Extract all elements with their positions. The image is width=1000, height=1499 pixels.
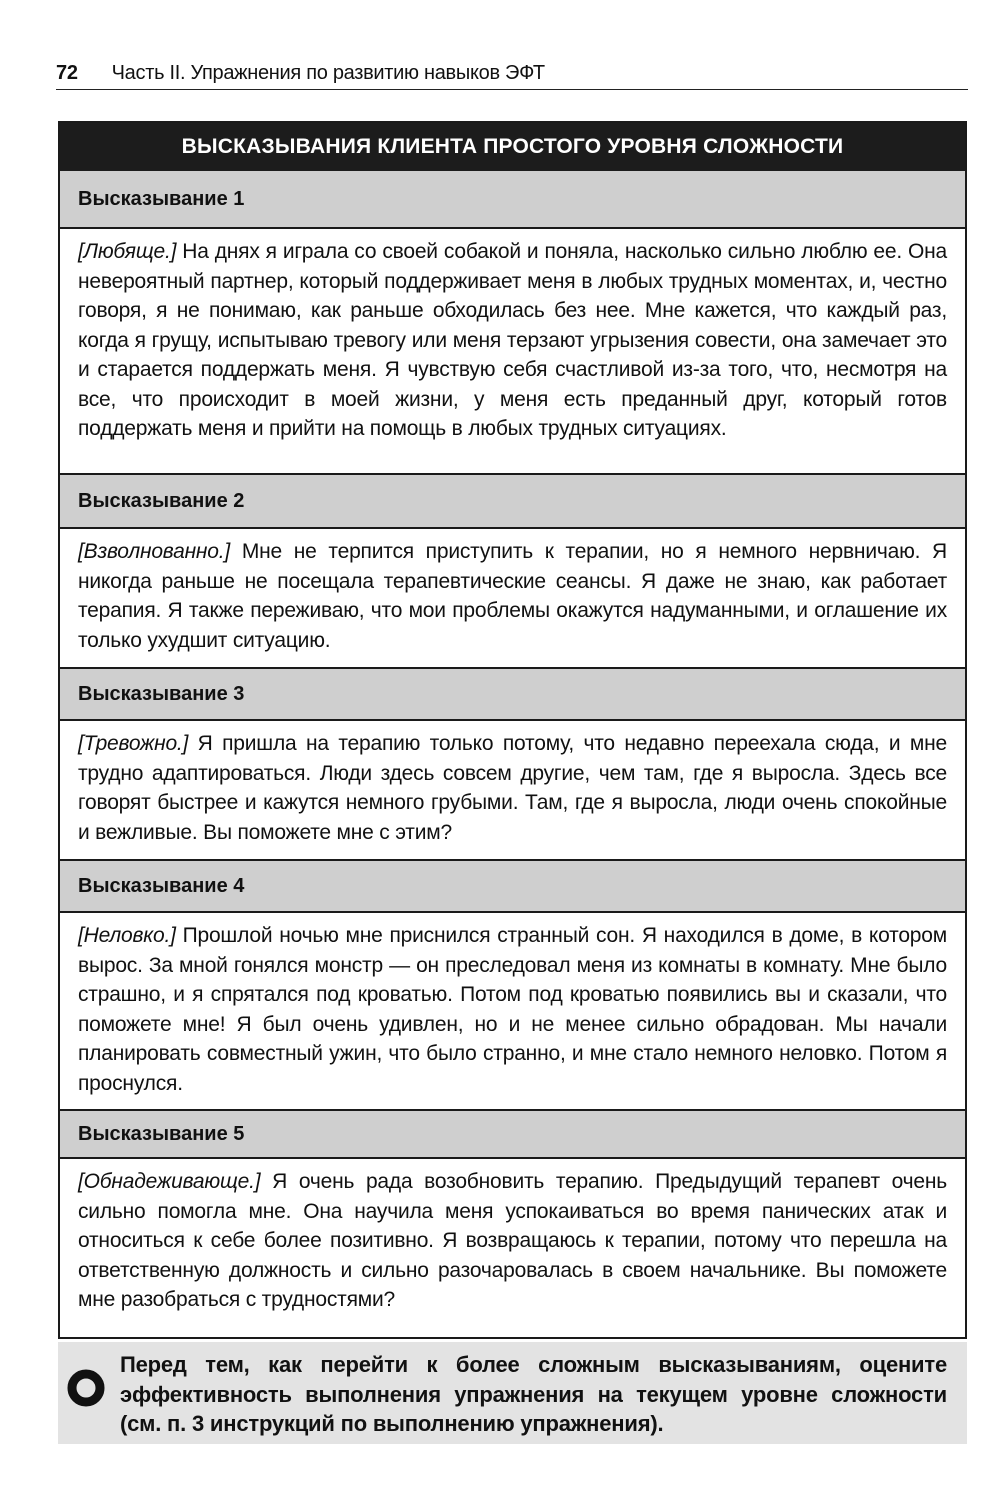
- statement-4-emotion: [Неловко.]: [78, 924, 176, 947]
- statement-5-emotion: [Обнадеживающе.]: [78, 1170, 261, 1193]
- statement-3-header: [60, 667, 965, 721]
- statement-5-label: Высказывание 5: [78, 1122, 245, 1145]
- ring-icon: [66, 1368, 106, 1408]
- statement-3-label: Высказывание 3: [78, 682, 245, 705]
- page-number: 72: [56, 62, 78, 84]
- statement-1-emotion: [Любяще.]: [78, 240, 177, 263]
- note-box: [58, 1342, 967, 1444]
- statement-4-text: Прошлой ночью мне приснился странный сон. Я находился в доме, в котором вырос. За мной гонялся монстр — он преследовал меня из комнаты в комнату. Мне было страшно, и я спрятался под кроватью. Потом под кроватью появились вы и сказали, что поможете мне! Я был очень удивлен, но и не менее сильно обрадован. Мы начали планировать совместный ужин, что было странно, и мне стало немного неловко. Потом я проснулся.: [78, 924, 947, 1095]
- statement-1-text: На днях я играла со своей собакой и поняла, насколько сильно люблю ее. Она невероятный партнер, который поддерживает меня в любых трудных моментах, и, честно говоря, я не понимаю, как раньше обходилась без нее. Мне кажется, что каждый раз, когда я грущу, испытываю тревогу или меня терзают угрызения совести, она замечает это и старается поддержать меня. Я чувствую себя счастливой из-за того, что, несмотря на все, что происходит в моей жизни, у меня есть преданный друг, который готов поддержать меня и прийти на помощь в любых трудных ситуациях.: [78, 240, 947, 440]
- statement-2-header: [60, 473, 965, 529]
- statement-4-body: [60, 913, 965, 1109]
- statement-5-body: [60, 1159, 965, 1337]
- running-head: [56, 58, 968, 90]
- statement-1-header: [60, 171, 965, 229]
- running-title: Часть II. Упражнения по развитию навыков ЭФТ: [111, 62, 545, 84]
- statement-3-emotion: [Тревожно.]: [78, 732, 189, 755]
- statement-4-label: Высказывание 4: [78, 874, 245, 897]
- statement-2-body: [60, 529, 965, 667]
- statement-3-body: [60, 721, 965, 859]
- statement-2-emotion: [Взволнованно.]: [78, 540, 231, 563]
- statement-5-header: [60, 1109, 965, 1159]
- statement-4-header: [60, 859, 965, 913]
- note-text: Перед тем, как перейти к более сложным высказываниям, оцените эффективность выполнения упражнения на текущем уровне сложности (см. п. 3 инструкций по выполнению упражнения).: [120, 1352, 947, 1436]
- statement-2-label: Высказывание 2: [78, 489, 245, 512]
- statement-1-label: Высказывание 1: [78, 187, 245, 210]
- statements-box: [58, 121, 967, 1339]
- statement-2-text: Мне не терпится приступить к терапии, но я немного нервничаю. Я никогда раньше не посещала терапевтические сеансы. Я даже не знаю, как работает терапия. Я также переживаю, что мои проблемы окажутся надуманными, и оглашение их только ухудшит ситуацию.: [78, 540, 947, 652]
- statement-5-text: Я очень рада возобновить терапию. Предыдущий терапевт очень сильно помогла мне. Она научила меня успокаиваться во время панических атак и относиться к себе более позитивно. Я возвращаюсь к терапии, потому что перешла на ответственную должность и сильно разочаровалась в своем начальнике. Вы поможете мне разобраться с трудностями?: [78, 1170, 947, 1311]
- box-title: ВЫСКАЗЫВАНИЯ КЛИЕНТА ПРОСТОГО УРОВНЯ СЛОЖНОСТИ: [60, 123, 965, 171]
- statement-1-body: [60, 229, 965, 473]
- statement-3-text: Я пришла на терапию только потому, что недавно переехала сюда, и мне трудно адаптироваться. Люди здесь совсем другие, чем там, где я выросла. Здесь все говорят быстрее и кажутся немного грубыми. Там, где я выросла, люди очень спокойные и вежливые. Вы поможете мне с этим?: [78, 732, 947, 844]
